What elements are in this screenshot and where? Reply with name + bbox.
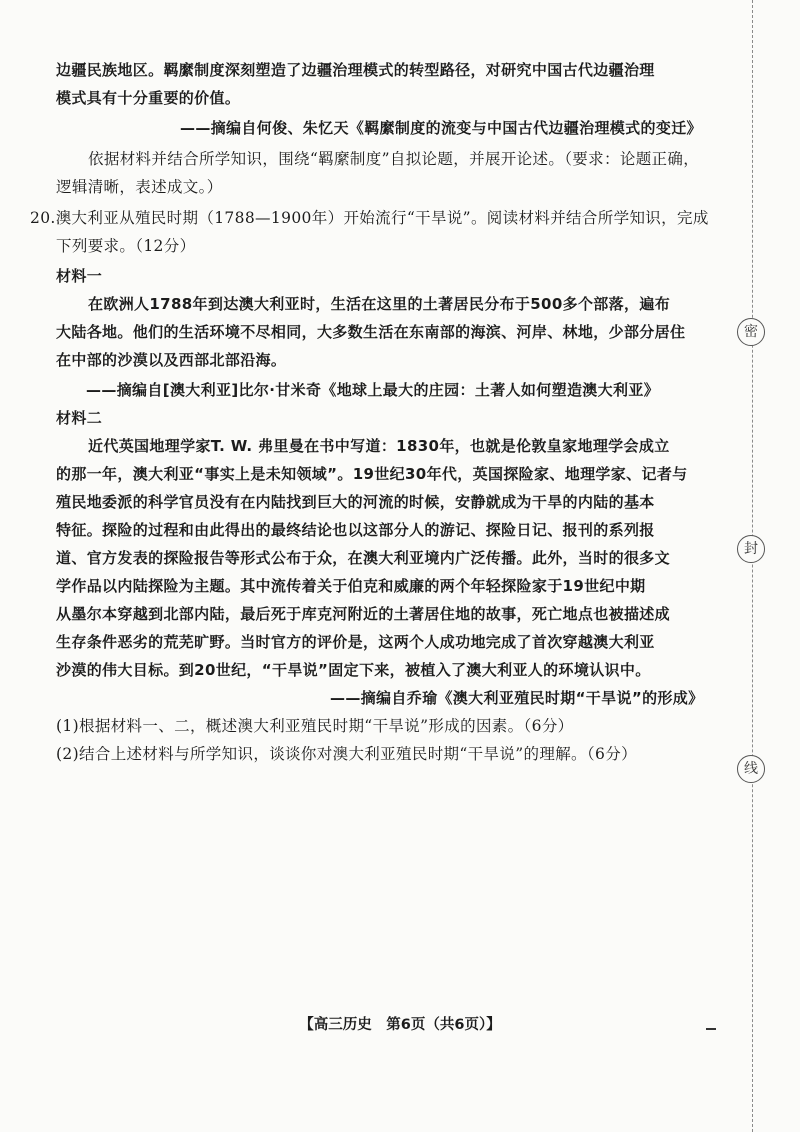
binding-mark-mi: 密 [737, 318, 765, 346]
material2-line: 生存条件恶劣的荒芜旷野。当时官方的评价是，这两个人成功地完成了首次穿越澳大利亚 [56, 633, 655, 651]
material2-line: 特征。探险的过程和由此得出的最终结论也以这部分人的游记、探险日记、报刊的系列报 [56, 521, 655, 539]
q20-subquestion-1: (1)根据材料一、二，概述澳大利亚殖民时期“干旱说”形成的因素。（6分） [56, 717, 574, 735]
material1-line: 大陆各地。他们的生活环境不尽相同，大多数生活在东南部的海滨、河岸、林地，少部分居住 [56, 323, 686, 341]
material2-heading: 材料二 [56, 409, 103, 427]
q19-task-line1: 依据材料并结合所学知识，围绕“羁縻制度”自拟论题，并展开论述。（要求：论题正确， [88, 150, 700, 168]
material1-source: ——摘编自[澳大利亚]比尔·甘米奇《地球上最大的庄园：土著人如何塑造澳大利亚》 [86, 381, 660, 399]
material1-line: 在欧洲人1788年到达澳大利亚时，生活在这里的土著居民分布于500多个部落，遍布 [88, 295, 671, 313]
binding-mark-feng: 封 [737, 535, 765, 563]
material1-heading: 材料一 [56, 267, 103, 285]
q20-intro-line1: 20.澳大利亚从殖民时期（1788—1900年）开始流行“干旱说”。阅读材料并结合所学知识，完成 [30, 209, 709, 227]
material2-line: 学作品以内陆探险为主题。其中流传着关于伯克和威廉的两个年轻探险家于19世纪中期 [56, 577, 646, 595]
material2-line: 道、官方发表的探险报告等形式公布于众，在澳大利亚境内广泛传播。此外，当时的很多文 [56, 549, 671, 567]
material1-line: 在中部的沙漠以及西部北部沿海。 [56, 351, 287, 369]
q19-task-line2: 逻辑清晰，表述成文。） [56, 178, 223, 196]
prev-paragraph-line2: 模式具有十分重要的价值。 [56, 89, 241, 107]
page-footer: 【高三历史 第6页（共6页）】 [299, 1017, 501, 1033]
material2-line: 沙漠的伟大目标。到20世纪，“干旱说”固定下来，被植入了澳大利亚人的环境认识中。 [56, 661, 651, 679]
corner-dash [706, 1028, 716, 1030]
material2-line: 殖民地委派的科学官员没有在内陆找到巨大的河流的时候，安静就成为干旱的内陆的基本 [56, 493, 655, 511]
prev-source: ——摘编自何俊、朱忆天《羁縻制度的流变与中国古代边疆治理模式的变迁》 [180, 119, 702, 137]
binding-mark-xian: 线 [737, 755, 765, 783]
material2-line: 的那一年，澳大利亚“事实上是未知领域”。19世纪30年代，英国探险家、地理学家、记者与 [56, 465, 688, 483]
q20-subquestion-2: (2)结合上述材料与所学知识，谈谈你对澳大利亚殖民时期“干旱说”的理解。（6分） [56, 745, 637, 763]
q20-intro-line2: 下列要求。（12分） [56, 237, 196, 255]
prev-paragraph-line1: 边疆民族地区。羁縻制度深刻塑造了边疆治理模式的转型路径，对研究中国古代边疆治理 [56, 61, 655, 79]
material2-source: ——摘编自乔瑜《澳大利亚殖民时期“干旱说”的形成》 [330, 689, 704, 707]
material2-line: 从墨尔本穿越到北部内陆，最后死于库克河附近的土著居住地的故事，死亡地点也被描述成 [56, 605, 671, 623]
material2-line: 近代英国地理学家T. W. 弗里曼在书中写道：1830年，也就是伦敦皇家地理学会成立 [88, 437, 670, 455]
binding-line [752, 0, 753, 1132]
